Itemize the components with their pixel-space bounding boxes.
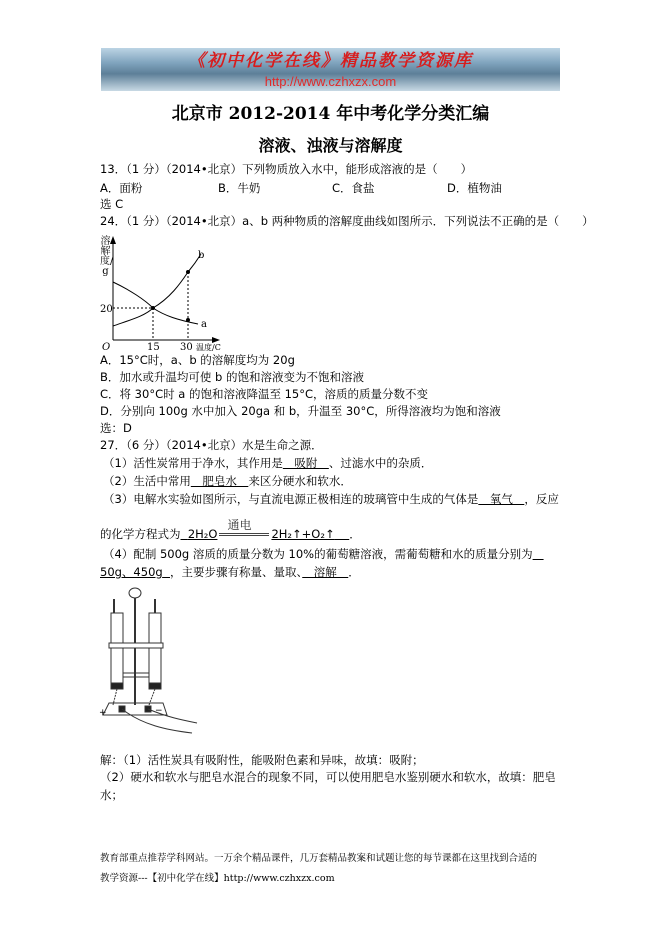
document-subtitle: 溶液、浊液与溶解度 [258, 136, 403, 155]
y-axis-label: 溶解度/g [100, 236, 114, 277]
q27-part4 [103, 547, 544, 562]
plus-sign: + [99, 708, 107, 718]
part4-text-end: ． [348, 565, 360, 579]
part1-text-end: 、过滤水中的杂质． [328, 456, 433, 470]
q24-option-a: A．15°C时，a、b 的溶解度均为 20g [100, 353, 295, 367]
x-tick-15: 15 [147, 342, 160, 352]
part1-answer: 吸附 [282, 456, 329, 470]
document-title: 北京市 2012-2014 年中考化学分类汇编 [171, 104, 490, 124]
part3-text-end: ，反应 [524, 492, 559, 506]
clamp-upper [109, 643, 163, 648]
q27-part1 [103, 456, 432, 471]
x-axis-label: 温度/C [196, 343, 221, 352]
left-tube [111, 613, 123, 688]
equation-left: 2H₂O [187, 527, 218, 541]
solubility-graph [100, 236, 335, 352]
part4-text-mid: ，主要步骤有称量、量取、 [170, 565, 303, 579]
electrolysis-apparatus [97, 585, 207, 735]
q27-stem: 27．（6 分）（2014•北京）水是生命之源． [100, 438, 323, 452]
q24-option-b: B．加水或升温均可使 b 的饱和溶液变为不饱和溶液 [100, 370, 364, 384]
solution-line-1: 解：（1）活性炭具有吸附性，能吸附色素和异味，故填：吸附； [100, 753, 424, 767]
q13-option-b: B．牛奶 [218, 181, 261, 195]
part4-answer: 50g、450g [100, 565, 163, 579]
curve-b-label: b [198, 250, 205, 261]
q27-equation: 的化学方程式为 2H₂O 通电 2H₂↑+O₂↑ ． [100, 518, 361, 541]
b-point-30 [186, 270, 190, 274]
right-electrode [149, 683, 161, 689]
right-tube [149, 613, 161, 688]
banner-title: 《初中化学在线》精品教学资源库 [188, 51, 473, 71]
origin-label: O [102, 342, 111, 352]
intersection-point [151, 306, 155, 310]
part1-text: （1）活性炭常用于净水，其作用是 [103, 456, 283, 470]
q13-option-a: A．面粉 [100, 181, 143, 195]
equation-prefix: 的化学方程式为 [100, 527, 181, 541]
part2-answer: 肥皂水 [190, 474, 249, 488]
equation-right: 2H₂↑+O₂↑ [271, 527, 335, 541]
q13-option-c: C．食盐 [332, 181, 375, 195]
q13-option-d: D．植物油 [447, 181, 502, 195]
q24-answer: 选：D [100, 421, 132, 435]
part3-answer: 氧气 [478, 492, 525, 506]
solution-line-3: 水； [100, 788, 123, 802]
curve-a-label: a [201, 319, 207, 330]
part3-text: （3）电解水实验如图所示，与直流电源正极相连的玻璃管中生成的气体是 [103, 492, 479, 506]
q27-part4-cont [100, 565, 360, 580]
minus-sign: − [155, 706, 163, 716]
q13-stem: 13．（1 分）（2014•北京）下列物质放入水中，能形成溶液的是（ ） [100, 162, 473, 176]
part4-answer2: 溶解 [302, 565, 349, 579]
header-banner [101, 48, 560, 91]
x-tick-30: 30 [180, 342, 193, 352]
a-point-30 [186, 318, 190, 322]
q27-part2 [103, 474, 352, 489]
part2-text-end: 来区分硬水和软水． [248, 474, 352, 488]
q24-stem: 24．（1 分）（2014•北京）a、b 两种物质的溶解度曲线如图所示．下列说法不正确的是（ ） [100, 214, 594, 228]
y-tick-20: 20 [100, 304, 113, 315]
footer-line-1: 教育部重点推荐学科网站。一万余个精品课件，几万套精品教案和试题让您的每节课都在这里找到合适的 [100, 853, 538, 864]
banner-url[interactable]: http://www.czhxzx.com [264, 74, 397, 89]
curve-a [113, 282, 198, 324]
q24-option-c: C．将 30°C时 a 的饱和溶液降温至 15°C，溶质的质量分数不变 [100, 387, 429, 401]
footer-line-2: 教学资源---【初中化学在线】http://www.czhxzx.com [100, 873, 335, 884]
q13-answer: 选 C [100, 197, 124, 211]
part4-text: （4）配制 500g 溶质的质量分数为 10%的葡萄糖溶液，需葡萄糖和水的质量分别为 [103, 547, 533, 561]
solution-line-2: （2）硬水和软水与肥皂水混合的现象不同，可以使用肥皂水鉴别硬水和软水，故填：肥皂 [100, 770, 556, 784]
equation-condition: 通电 [227, 518, 252, 532]
funnel [129, 588, 141, 598]
left-electrode [111, 683, 123, 689]
part2-text: （2）生活中常用 [103, 474, 191, 488]
q27-part3 [103, 492, 559, 507]
q24-option-d: D．分别向 100g 水中加入 20ga 和 b，升温至 30°C，所得溶液均为饱和溶液 [100, 404, 501, 418]
